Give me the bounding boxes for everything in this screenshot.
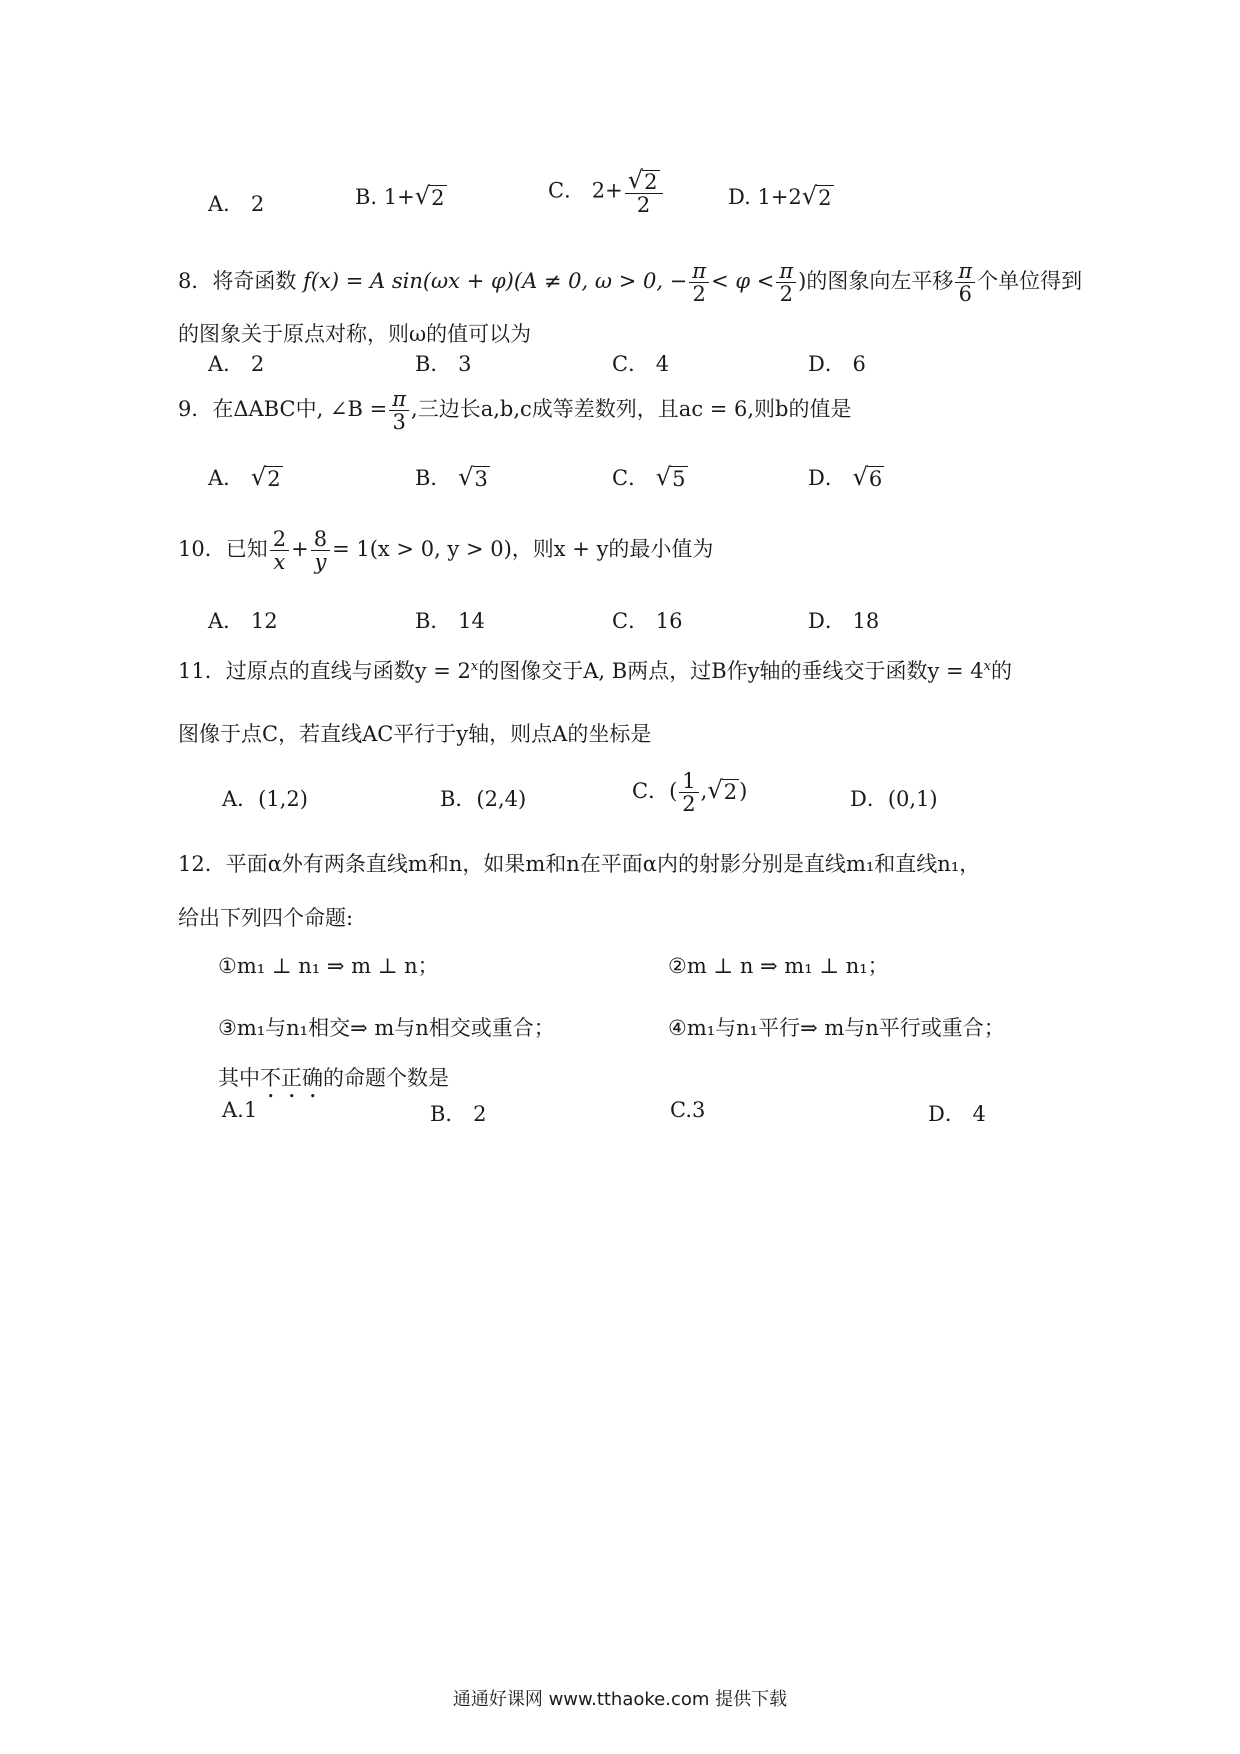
question-text: ,三边长a,b,c成等差数列，且ac = 6,则b的值是: [411, 397, 852, 422]
q12-option-a: [222, 1098, 257, 1122]
option-value: 1: [243, 1098, 258, 1122]
question-text: 9．在ΔABC中, ∠B =: [178, 397, 388, 422]
option-value: 16: [655, 609, 683, 633]
formula-part: < φ <: [711, 269, 775, 294]
q11-option-c: [632, 770, 747, 815]
sqrt-argument: 2: [644, 170, 658, 195]
q9-option-b: [415, 462, 490, 492]
question-text: 10．已知: [178, 537, 268, 562]
option-label: D．: [808, 466, 846, 490]
option-label: C．(: [632, 779, 678, 804]
q11-option-b: B．(2,4): [440, 787, 527, 811]
option-value: 3: [458, 352, 472, 376]
option-label: A．: [208, 466, 245, 490]
q8-option-b: [415, 348, 472, 378]
fraction-numerator: π: [955, 260, 975, 283]
option-label: C.: [670, 1098, 692, 1122]
q10-stem: [178, 528, 713, 573]
option-label: B．: [415, 352, 452, 376]
operator: +: [291, 537, 309, 562]
q12-option-b: [430, 1098, 487, 1128]
q12-proposition-2: ②m ⊥ n ⇒ m₁ ⊥ n₁；: [668, 954, 889, 978]
option-value: 4: [655, 352, 670, 376]
q8-option-d: [808, 348, 866, 378]
fraction-numerator: π: [689, 260, 709, 283]
sqrt-argument: 5: [672, 467, 686, 491]
q10-option-a: [208, 605, 278, 635]
option-value: 3: [692, 1098, 706, 1122]
q8-option-c: [612, 348, 669, 378]
q7-option-a: [208, 188, 264, 218]
q10-option-c: [612, 605, 683, 635]
option-value: ): [739, 779, 748, 804]
q12-stem: 12．平面α外有两条直线m和n，如果m和n在平面α内的射影分别是直线m₁和直线n₁，: [178, 852, 981, 876]
sqrt-argument: 2: [723, 780, 738, 805]
fraction-numerator: π: [776, 260, 796, 283]
q12-question: [218, 1062, 449, 1103]
option-value: 1+2: [757, 185, 802, 209]
sqrt-expression: √ 2: [707, 776, 738, 805]
fraction-numerator: 8: [311, 528, 330, 551]
exponent: x: [470, 659, 479, 674]
q11-option-a: A．(1,2): [222, 787, 308, 811]
option-label: D．: [928, 1102, 966, 1126]
fraction: [679, 770, 698, 815]
fraction: [389, 388, 409, 433]
option-value: 12: [250, 609, 278, 633]
q10-option-d: [808, 605, 879, 635]
option-label: B．: [415, 609, 452, 633]
q7-option-d: [728, 182, 834, 210]
q7-option-c: [548, 168, 665, 216]
q8-option-a: [208, 348, 264, 378]
option-label: C．: [612, 609, 650, 633]
formula-part: f(x) = A sin(ωx + φ)(A ≠ 0, ω > 0, −: [303, 269, 688, 294]
option-value: 2+: [591, 178, 623, 203]
option-value: 2: [250, 192, 265, 216]
q9-option-a: [208, 462, 283, 492]
option-value: 14: [458, 609, 485, 633]
fraction-denominator: 3: [392, 410, 406, 435]
question-text: 个单位得到: [977, 269, 1083, 294]
fraction: [270, 528, 289, 573]
sqrt-argument: 2: [431, 186, 445, 210]
fraction: [625, 168, 663, 216]
q12-proposition-3: ③m₁与n₁相交⇒ m与n相交或重合；: [218, 1016, 555, 1040]
exponent: x: [983, 659, 992, 674]
page-footer: 通通好课网 www.tthaoke.com 提供下载: [452, 1689, 788, 1710]
option-label: D．: [808, 352, 846, 376]
option-value: 4: [972, 1102, 986, 1126]
q12-option-d: [928, 1098, 986, 1128]
q12-proposition-4: ④m₁与n₁平行⇒ m与n平行或重合；: [668, 1016, 1005, 1040]
sqrt-argument: 6: [868, 467, 883, 491]
fraction-denominator: 6: [958, 282, 972, 307]
option-value: 1+: [383, 185, 415, 209]
question-text: 的图像交于A, B两点，过B作y轴的垂线交于函数y = 4: [478, 659, 984, 683]
q11-option-d: D．(0,1): [850, 787, 938, 811]
q12-proposition-1: ①m₁ ⊥ n₁ ⇒ m ⊥ n；: [218, 954, 439, 978]
fraction-denominator: 2: [779, 282, 793, 307]
sqrt-argument: 2: [818, 186, 832, 210]
sqrt-expression: √ 2: [414, 182, 445, 210]
fraction: [776, 260, 796, 305]
option-value: 2: [473, 1102, 487, 1126]
option-label: B．: [430, 1102, 467, 1126]
q9-stem: [178, 388, 852, 433]
q9-option-d: [808, 462, 884, 492]
option-label: A．: [208, 609, 245, 633]
q11-stem-line2: 图像于点C，若直线AC平行于y轴，则点A的坐标是: [178, 722, 652, 746]
sqrt-argument: 3: [474, 467, 488, 491]
sqrt-expression: √ 3: [458, 463, 488, 491]
question-text: )的图象向左平移: [798, 269, 954, 294]
option-label: D．: [808, 609, 846, 633]
fraction: [955, 260, 975, 305]
q8-stem-line2: 的图象关于原点对称，则ω的值可以为: [178, 322, 532, 346]
fraction-denominator: y: [314, 550, 327, 575]
option-label: D.: [728, 185, 751, 209]
fraction-numerator: π: [389, 388, 409, 411]
question-text: 的: [991, 659, 1013, 683]
fraction-denominator: 2: [682, 792, 696, 817]
emphasized-text: 不正确: [260, 1066, 323, 1090]
q7-option-b: [355, 182, 447, 210]
option-label: C．: [612, 466, 650, 490]
q8-stem: [178, 260, 1082, 305]
option-label: C．: [548, 178, 586, 203]
sqrt-expression: √ 2: [627, 166, 658, 195]
option-label: A.: [222, 1098, 244, 1122]
option-label: A．: [208, 192, 245, 216]
q9-option-c: [612, 462, 688, 492]
question-text: 的命题个数是: [323, 1066, 449, 1090]
sqrt-expression: √ 5: [655, 463, 686, 491]
sqrt-expression: √ 2: [801, 182, 832, 210]
option-label: C．: [612, 352, 650, 376]
option-label: B．: [415, 466, 452, 490]
option-value: 2: [250, 352, 265, 376]
question-text: 其中: [218, 1066, 260, 1090]
fraction: [311, 528, 330, 573]
option-value: 6: [852, 352, 866, 376]
q11-stem: [178, 655, 1012, 685]
fraction-denominator: x: [273, 550, 286, 575]
question-number: 8．将奇函数: [178, 269, 297, 294]
fraction-denominator: 2: [636, 193, 651, 218]
question-text: = 1(x > 0, y > 0)，则x + y的最小值为: [332, 537, 714, 562]
fraction-numerator: 1: [679, 770, 698, 793]
separator: ,: [700, 779, 708, 804]
option-label: A．: [208, 352, 245, 376]
option-label: B.: [355, 185, 378, 209]
sqrt-expression: √ 6: [852, 463, 883, 491]
q12-option-c: [670, 1098, 705, 1122]
q12-stem-line2: 给出下列四个命题:: [178, 906, 354, 930]
fraction: [689, 260, 709, 305]
fraction-denominator: 2: [692, 282, 706, 307]
q10-option-b: [415, 605, 485, 635]
question-text: 11．过原点的直线与函数y = 2: [178, 659, 471, 683]
option-value: 18: [852, 609, 880, 633]
sqrt-argument: 2: [267, 467, 281, 491]
sqrt-expression: √ 2: [250, 463, 281, 491]
fraction-numerator: 2: [270, 528, 289, 551]
